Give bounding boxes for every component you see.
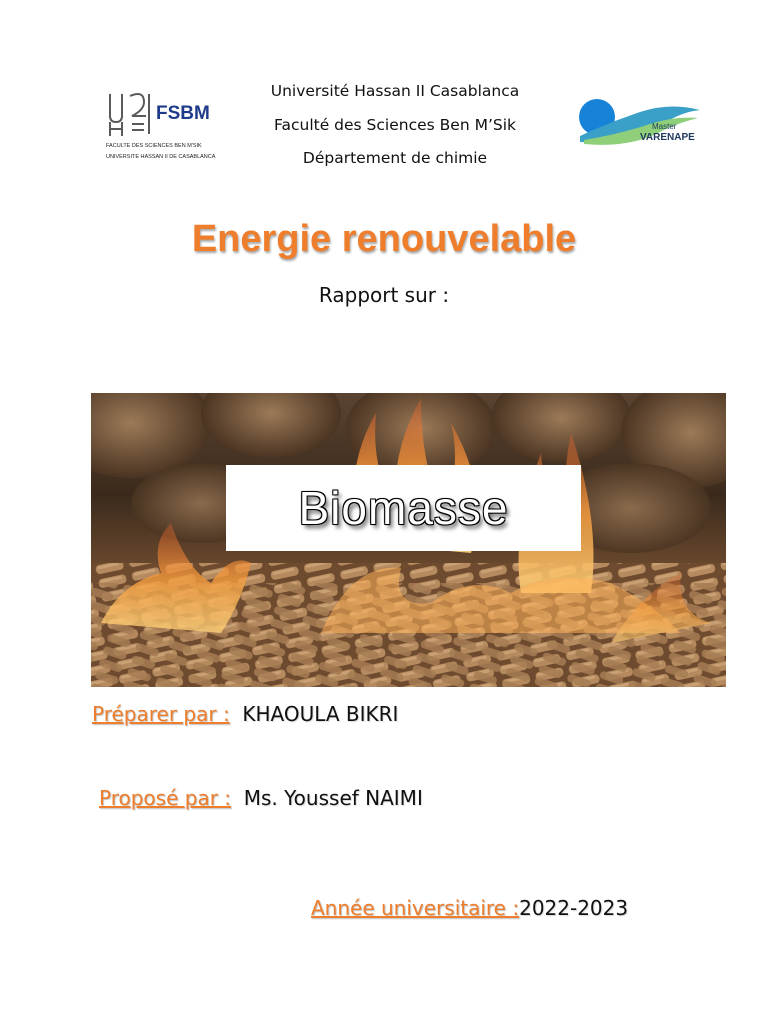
report-subtitle: Rapport sur : — [318, 283, 450, 307]
biomass-label-box — [226, 465, 581, 551]
svg-text:FACULTE DES SCIENCES BEN M'SIK: FACULTE DES SCIENCES BEN M'SIK — [106, 143, 202, 149]
prepared-by-row — [92, 702, 398, 726]
svg-text:VARENAPE: VARENAPE — [640, 132, 695, 143]
department-name: Département de chimie — [302, 149, 488, 167]
proposed-by-value: Ms. Youssef NAIMI — [243, 786, 423, 810]
prepared-by-value: KHAOULA BIKRI — [242, 702, 399, 726]
page-title: Energie renouvelable — [191, 218, 577, 260]
svg-text:FSBM: FSBM — [156, 103, 210, 124]
academic-year-label: Année universitaire : — [311, 896, 520, 920]
image-title: Biomasse — [298, 482, 509, 534]
university-name: Université Hassan II Casablanca — [270, 82, 520, 100]
proposed-by-row — [99, 786, 423, 810]
proposed-by-label: Proposé par : — [99, 786, 232, 810]
faculty-name: Faculté des Sciences Ben M’Sik — [274, 116, 516, 134]
academic-year-row — [311, 896, 628, 920]
fsbm-logo — [104, 88, 224, 168]
svg-text:Master: Master — [652, 122, 677, 131]
svg-text:UNIVERSITE HASSAN II DE CASABL: UNIVERSITE HASSAN II DE CASABLANCA — [106, 154, 216, 160]
prepared-by-label: Préparer par : — [92, 702, 230, 726]
academic-year-value: 2022-2023 — [519, 896, 629, 920]
varenape-logo — [570, 90, 705, 160]
